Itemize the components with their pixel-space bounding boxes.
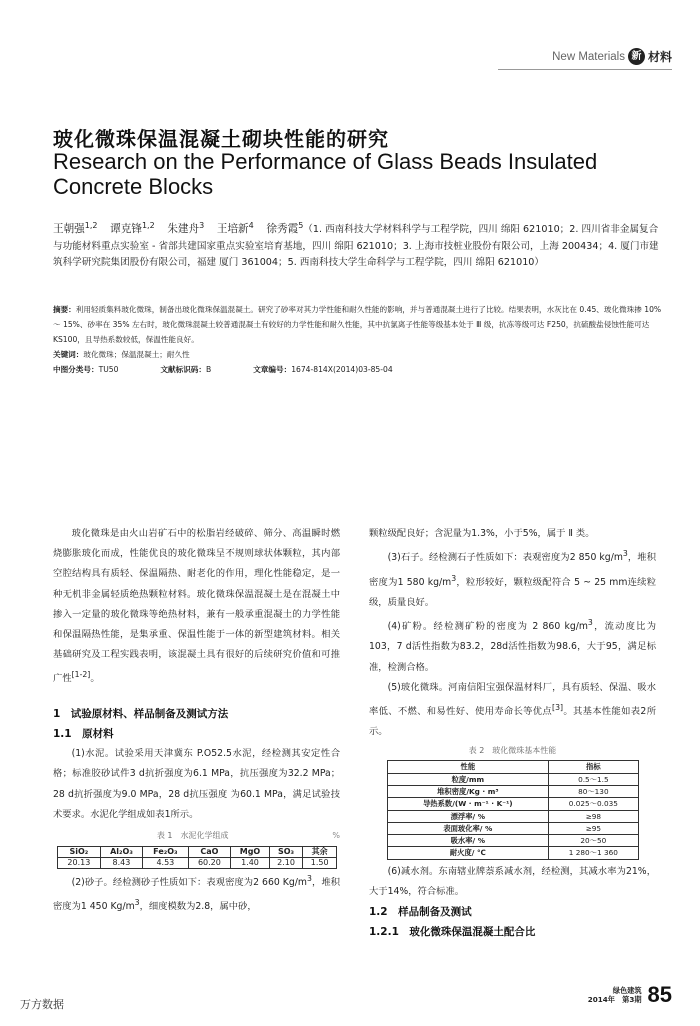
abstract-label: 摘要： — [53, 305, 76, 314]
table-cell: 1.40 — [231, 857, 269, 868]
table-cell: 2.10 — [269, 857, 303, 868]
table-row — [387, 822, 638, 834]
table-header-cell: 性能 — [387, 761, 549, 773]
citation-ref: [3] — [552, 702, 564, 712]
table1-unit: % — [332, 830, 340, 840]
subsubsection-heading: 1.2.1 玻化微珠保温混凝土配合比 — [369, 926, 536, 939]
table-cell: ≥95 — [549, 822, 638, 834]
table-cell: 60.20 — [188, 857, 231, 868]
subsection-heading: 1.1 原材料 — [53, 727, 114, 740]
table-row — [387, 786, 638, 798]
beads-text: 。其基本性能如表2所示。 — [369, 706, 656, 738]
table-cell: 20～50 — [549, 835, 638, 847]
stone-text: ，堆积密度为1 580 kg/m — [369, 552, 656, 588]
journal-info — [588, 986, 642, 1004]
table-cell: 导热系数/(W · m⁻¹ · K⁻¹) — [387, 798, 549, 810]
author-affil-ref: 5 — [298, 221, 304, 230]
table-cell: 0.5～1.5 — [549, 773, 638, 785]
keywords-label: 关键词： — [53, 350, 84, 359]
table-header-cell: SiO₂ — [58, 846, 101, 857]
classification-line — [53, 362, 665, 377]
table-row — [387, 810, 638, 822]
right-column — [369, 524, 656, 943]
journal-name: 绿色建筑 — [612, 986, 642, 995]
watermark: 万方数据 — [20, 998, 64, 1011]
header-zh: 材料 — [647, 50, 672, 64]
table-header-cell: SO₃ — [269, 846, 303, 857]
beads-paragraph — [369, 678, 656, 743]
cement-paragraph: (1)水泥。试验采用天津冀东 P.O52.5水泥，经检测其安定性合格；标准胶砂试件3 d抗折强度为6.1 MPa，抗压强度为32.2 MPa；28 d抗折强度为9.0 MPa，28 d抗压强度 为60.1 MPa，满足试验技术要求。水泥化学组成如表1所示。 — [53, 748, 340, 820]
author-name: 王朝强 — [53, 223, 85, 236]
cls-label: 中图分类号： — [53, 365, 99, 374]
table-header-cell: Al₂O₃ — [100, 846, 142, 857]
table-header-cell: MgO — [231, 846, 269, 857]
table-cell: 80～130 — [549, 786, 638, 798]
title-zh: 玻化微珠保温混凝土砌块性能的研究 — [53, 127, 389, 151]
table-cell: 1.50 — [303, 857, 337, 868]
table-row — [58, 857, 337, 868]
affiliation-text: 2. 四川省非金属复合与功能材料重点实验室 - 省部共建国家重点实验室培育基地，四川 绵阳 621010；3. 上海市技桩业股份有限公司，上海 200434；4. 厦门市建筑科学研究院集团股份有限公司，福建 厦门 361004；5. 西南科技大学生命科学与工程学院，四川 绵阳 621010） — [53, 224, 659, 269]
author-name: 徐秀霞 — [266, 223, 299, 236]
sand-continued: 颗粒级配良好；含泥量为1.3%，小于5%，属于 Ⅱ 类。 — [369, 528, 595, 539]
num-label: 文章编号： — [253, 365, 292, 374]
intro-paragraph — [53, 524, 340, 690]
intro-text: 玻化微珠是由火山岩矿石中的松脂岩经破碎、筛分、高温瞬时燃烧膨胀玻化而成，性能优良的玻化微珠呈不规则球状体颗粒，其内部空腔结构具有质轻、保温隔热、耐老化的作用，理化性能稳定，是一种无机非金属轻质绝热颗粒材料。玻化微珠保温混凝土是在混凝土中掺入一定量的玻化微珠等绝热材料，兼有一般承重混凝土的力学性能和保温隔热性能，是集承重、保温性能于一体的新型建筑材料。相关基础研究及工程实践表明，该混凝土具有很好的后续研究价值和可推广性 — [53, 528, 340, 685]
abstract-para — [53, 302, 665, 347]
abstract-block — [53, 302, 665, 377]
intro-end: 。 — [90, 673, 100, 685]
page-footer — [588, 982, 672, 1008]
table-header-cell: CaO — [188, 846, 231, 857]
affiliation-text: （1. 西南科技大学材料科学与工程学院，四川 绵阳 621010； — [303, 224, 570, 236]
table-cell: 吸水率/ % — [387, 835, 549, 847]
author-affil-ref: 4 — [248, 221, 254, 230]
doc-value: B — [206, 365, 212, 374]
table-cell: 4.53 — [143, 857, 188, 868]
doc-label: 文献标识码： — [160, 365, 206, 374]
section-heading: 1 试验原材料、样品制备及测试方法 — [53, 707, 229, 720]
cls-value: TU50 — [98, 365, 119, 374]
table-row — [387, 835, 638, 847]
header-en: New Materials — [552, 50, 625, 63]
author-name: 王培新 — [216, 223, 249, 236]
stone-text: (3)石子。经检测石子性质如下：表观密度为2 850 kg/m — [387, 552, 623, 564]
table1-caption: 表 1 水泥化学组成 — [156, 830, 229, 840]
table-row — [387, 847, 638, 859]
left-column — [53, 524, 340, 918]
table-cell: 漂浮率/ % — [387, 810, 549, 822]
header-rule — [498, 69, 672, 70]
glass-beads-properties-table — [387, 760, 639, 859]
table-header-cell: Fe₂O₃ — [143, 846, 188, 857]
author-affil-ref: 1,2 — [84, 221, 98, 230]
table-cell: 粒度/mm — [387, 773, 549, 785]
table-cell: ≥98 — [549, 810, 638, 822]
superplasticizer-paragraph: (6)减水剂。东南辖业牌萘系减水剂，经检测，其减水率为21%，大于14%，符合标准。 — [369, 865, 656, 897]
keywords-text: 玻化微珠；保温混凝土；耐久性 — [83, 350, 190, 359]
num-value: 1674-814X(2014)03-85-04 — [291, 365, 393, 374]
stone-paragraph: (3)石子。经检测石子性质如下：表观密度为2 850 $kg/m^3$，堆积密度为1 580 $kg/m^3$，粒形较好，颗粒级配符合 5 ~ 25 mm连续粒级，质量良好。 — [369, 549, 657, 608]
table-row — [387, 798, 638, 810]
stone-text: ，粒形较好，颗粒级配符合 5 ~ 25 mm连续粒级，质量良好。 — [369, 576, 657, 608]
table2-caption: 表 2 玻化微珠基本性能 — [468, 746, 557, 756]
table-cell: 堆积密度/Kg · m³ — [387, 786, 549, 798]
table-cell: 8.43 — [100, 857, 142, 868]
slag-text: (4)矿粉。经检测矿粉的密度为 2 860 kg/m — [387, 621, 588, 633]
keywords-line — [53, 347, 665, 362]
beads-text: (5)玻化微珠。河南信阳宝强保温材料厂，具有质轻、保温、吸水率低、不燃、和易性好、使用寿命长等优点 — [369, 681, 656, 717]
author-affil-ref: 3 — [199, 221, 205, 230]
authors-block — [53, 218, 665, 272]
table-cell: 耐火度/ ℃ — [387, 847, 549, 859]
sand-text: ，细度模数为2.8，属中砂， — [139, 901, 257, 913]
table-cell: 20.13 — [58, 857, 101, 868]
sand-text: (2)砂子。经检测砂子性质如下：表观密度为2 660 Kg/m — [71, 877, 307, 889]
page-number: 85 — [647, 982, 672, 1007]
citation-ref: [1-2] — [71, 670, 91, 680]
table1-caption-row — [53, 827, 340, 845]
table-header-row — [387, 761, 638, 773]
journal-issue: 2014年 第3期 — [587, 995, 642, 1004]
author-name: 朱建舟 — [167, 223, 200, 236]
sand-text: ，堆积密度为1 450 Kg/m — [53, 877, 340, 913]
slag-text: ，流动度比为103，7 d活性指数为83.2，28d活性指数为98.6，大于95，满足标准，检测合格。 — [369, 621, 656, 673]
table-cell: 表面玻化率/ % — [387, 822, 549, 834]
table-cell: 1 280～1 360 — [549, 847, 638, 859]
author-affil-ref: 1,2 — [141, 221, 155, 230]
table-cell: 0.025～0.035 — [549, 798, 638, 810]
sand-paragraph: (2)砂子。经检测砂子性质如下：表观密度为2 660 $Kg/m^3$，堆积密度为1 450 $Kg/m^3$，细度模数为2.8，属中砂， — [53, 873, 340, 913]
subsection-heading: 1.2 样品制备及测试 — [369, 906, 472, 919]
running-header — [552, 48, 672, 65]
table-header-cell: 其余 — [303, 846, 337, 857]
header-badge: 新 — [628, 48, 645, 65]
table-header-row — [58, 846, 337, 857]
table-row — [387, 773, 638, 785]
author-name: 谭克锋 — [110, 223, 142, 236]
table-header-cell: 指标 — [549, 761, 638, 773]
cement-composition-table — [57, 846, 337, 869]
abstract-text: 利用轻质集料玻化微珠，制备出玻化微珠保温混凝土。研究了砂率对其力学性能和耐久性能的影响，并与普通混凝土进行了比较。结果表明，水灰比在 0.45、玻化微珠掺 10% ～ 15%、砂率在 35% 左右时，玻化微珠混凝土较普通混凝土有较好的力学性能和耐久性能，其中抗氯离子性能等级基本处于 Ⅲ 级，抗冻等级可达 F250，抗硫酸盐侵蚀性能可达 KS100，且导热系数较低，保温性能良好。 — [53, 305, 662, 344]
slag-paragraph: (4)矿粉。经检测矿粉的密度为 2 860 $kg/m^3$，流动度比为103，7 d活性指数为83.2，28d活性指数为98.6，大于95，满足标准，检测合格。 — [369, 618, 656, 673]
title-en: Research on the Performance of Glass Beads Insulated Concrete Blocks — [53, 149, 598, 199]
